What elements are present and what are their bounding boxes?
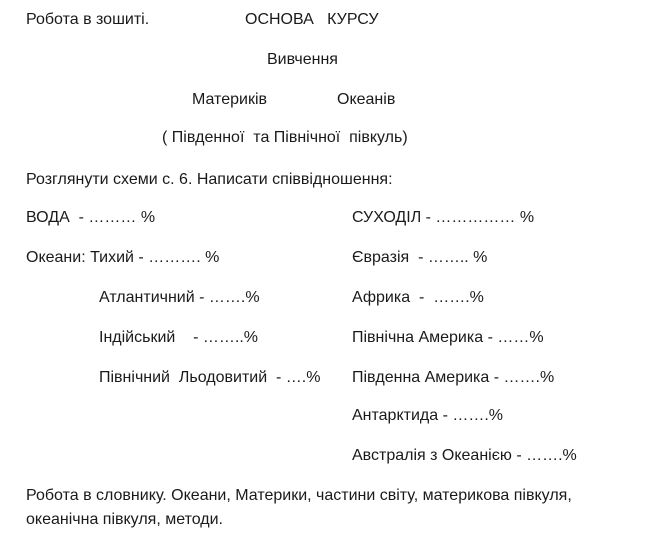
south-america-ratio-line: Південна Америка - …….%	[352, 369, 555, 386]
north-america-ratio-line: Північна Америка - ……%	[352, 329, 544, 346]
topic-oceans: Океанів	[337, 91, 396, 108]
indian-ratio-line: Індійський - ……..%	[99, 329, 258, 346]
header-left-text: Робота в зошиті.	[26, 11, 150, 28]
water-ratio-line: ВОДА - ……… %	[26, 209, 156, 226]
course-title: ОСНОВА КУРСУ	[245, 11, 379, 28]
eurasia-ratio-line: Євразія - …….. %	[352, 249, 488, 266]
atlantic-ratio-line: Атлантичний - …….%	[99, 289, 260, 306]
hemispheres-note: ( Південної та Північної півкуль)	[162, 129, 408, 146]
study-heading: Вивчення	[267, 51, 338, 68]
antarctica-ratio-line: Антарктида - …….%	[352, 407, 504, 424]
instruction-text: Розглянути схеми с. 6. Написати співвідношення:	[26, 171, 393, 188]
land-ratio-line: СУХОДІЛ - …………… %	[352, 209, 535, 226]
africa-ratio-line: Африка - …….%	[352, 289, 484, 306]
arctic-ratio-line: Північний Льодовитий - ….%	[99, 369, 321, 386]
pacific-ratio-line: Океани: Тихий - ………. %	[26, 249, 220, 266]
topic-continents: Материків	[192, 91, 267, 108]
australia-ratio-line: Австралія з Океанією - …….%	[352, 447, 577, 464]
dictionary-task: Робота в словнику. Океани, Материки, частини світу, материкова півкуля, океанічна півкуля, методи.	[26, 487, 572, 528]
